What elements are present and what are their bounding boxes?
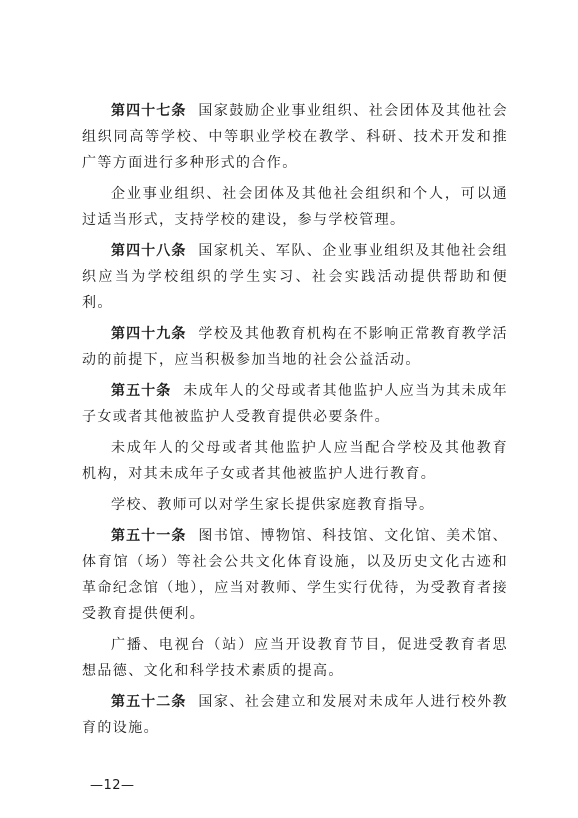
paragraph-10 bbox=[82, 689, 508, 741]
paragraph-7 bbox=[82, 492, 508, 518]
paragraph-text: 国家机关、军队、企业事业组织及其他社会组织应当为学校组织的学生实习、社会实践活动提供帮助和便利。 bbox=[82, 243, 509, 311]
paragraph-3 bbox=[82, 238, 508, 316]
paragraph-8 bbox=[82, 523, 508, 627]
article-heading: 第四十八条 bbox=[111, 243, 187, 259]
paragraph-text: 广播、电视台（站）应当开设教育节目，促进受教育者思想品德、文化和科学技术素质的提高。 bbox=[82, 637, 508, 679]
paragraph-text: 学校、教师可以对学生家长提供家庭教育指导。 bbox=[111, 497, 435, 513]
paragraph-1 bbox=[82, 98, 508, 176]
paragraph-text: 未成年人的父母或者其他监护人应当为其未成年子女或者其他被监护人受教育提供必要条件。 bbox=[82, 383, 508, 425]
paragraph-4 bbox=[82, 321, 508, 373]
paragraph-text: 学校及其他教育机构在不影响正常教育教学活动的前提下，应当积极参加当地的社会公益活动。 bbox=[82, 326, 509, 368]
article-heading: 第五十条 bbox=[111, 383, 172, 399]
document-body bbox=[82, 98, 508, 746]
paragraph-text: 国家、社会建立和发展对未成年人进行校外教育的设施。 bbox=[82, 694, 509, 736]
paragraph-9 bbox=[82, 632, 508, 684]
article-heading: 第四十九条 bbox=[111, 326, 187, 342]
paragraph-5 bbox=[82, 378, 508, 430]
page-number: —12— bbox=[90, 778, 135, 793]
article-heading: 第五十二条 bbox=[111, 694, 187, 710]
article-heading: 第五十一条 bbox=[111, 528, 187, 544]
paragraph-6 bbox=[82, 435, 508, 487]
article-heading: 第四十七条 bbox=[111, 103, 187, 119]
paragraph-2 bbox=[82, 181, 508, 233]
paragraph-text: 国家鼓励企业事业组织、社会团体及其他社会组织同高等学校、中等职业学校在教学、科研、技术开发和推广等方面进行多种形式的合作。 bbox=[82, 103, 509, 171]
paragraph-text: 图书馆、博物馆、科技馆、文化馆、美术馆、体育馆（场）等社会公共文化体育设施，以及历史文化古迹和革命纪念馆（地），应当对教师、学生实行优待，为受教育者接受教育提供便利。 bbox=[82, 528, 509, 622]
paragraph-text: 企业事业组织、社会团体及其他社会组织和个人，可以通过适当形式，支持学校的建设，参与学校管理。 bbox=[82, 186, 508, 228]
paragraph-text: 未成年人的父母或者其他监护人应当配合学校及其他教育机构，对其未成年子女或者其他被监护人进行教育。 bbox=[82, 440, 508, 482]
